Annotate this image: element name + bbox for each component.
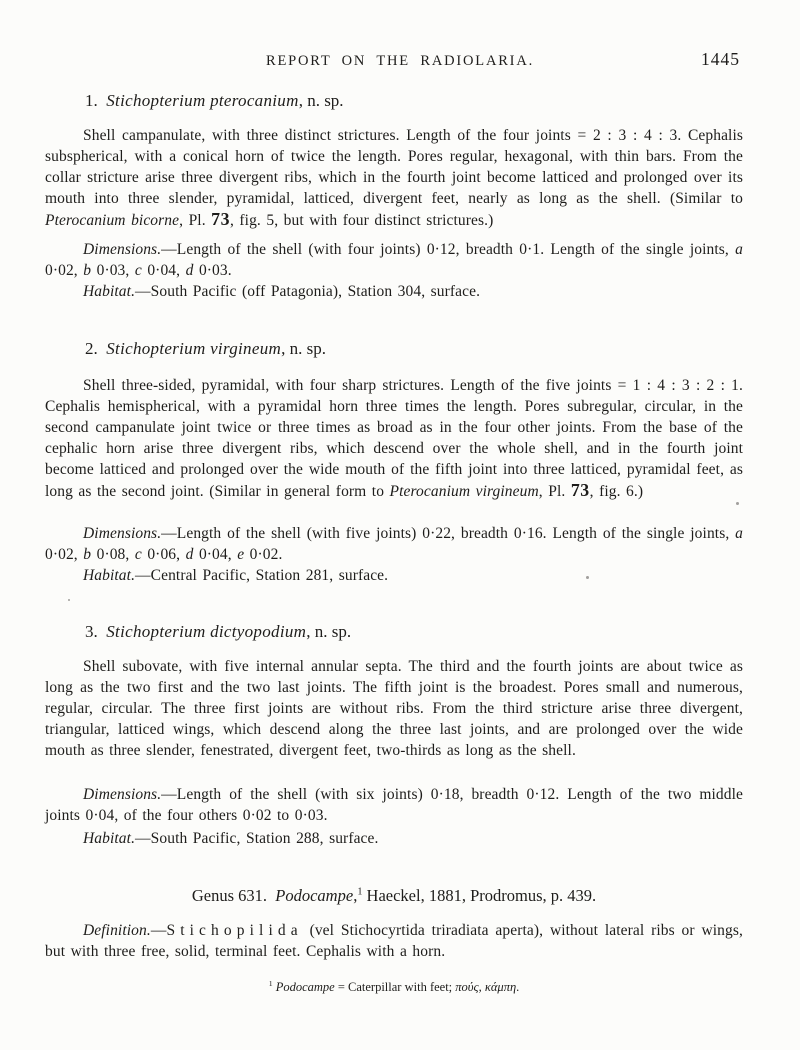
text-segment: , n. sp. bbox=[281, 339, 326, 358]
text-segment: 1. bbox=[85, 91, 107, 110]
text-segment: Habitat. bbox=[83, 830, 136, 847]
text-segment: —Central Pacific, Station 281, surface. bbox=[135, 567, 389, 584]
text-segment: 0·06, bbox=[141, 546, 186, 563]
species-3-dimensions bbox=[45, 784, 743, 826]
text-segment: Dimensions. bbox=[83, 241, 162, 258]
text-segment: a bbox=[735, 525, 743, 542]
text-segment: Habitat. bbox=[83, 567, 136, 584]
text-segment: —Length of the shell (with four joints) 0·12, breadth 0·1. Length of the single joints, bbox=[161, 241, 736, 258]
text-segment: —Length of the shell (with five joints) 0·22, breadth 0·16. Length of the single joints, bbox=[161, 525, 736, 542]
species-2-heading bbox=[45, 338, 783, 360]
text-segment: , Pl. bbox=[538, 483, 571, 500]
text-segment: c bbox=[134, 546, 142, 563]
text-segment: Stichopterium pterocanium bbox=[106, 91, 299, 110]
text-segment: Shell campanulate, with three distinct strictures. Length of the four joints = 2 : 3 : 4 : 3. Cephalis subspherical, with a conical horn of twice the length. Pores regular, hexagonal, with thin bars. From the collar stricture arise three divergent ribs, which in the fourth joint become latticed and prolonged over its mouth into three slender, pyramidal, latticed, divergent feet, nearly as long as the shell. (Similar to bbox=[45, 127, 743, 207]
text-segment: Shell three-sided, pyramidal, with four sharp strictures. Length of the five joints = 1 : 4 : 3 : 2 : 1. Cephalis hemispherical, with a pyramidal horn three times the length. Pores subregular, circular, in the second campanulate joint twice or three times as broad as in the four other joints. From the base of the cephalic horn arise three divergent ribs, which descend over the whole shell, and in the fourth joint become latticed and prolonged over the wide mouth of the fifth joint into three latticed, pyramidal feet, as long as the second joint. (Similar in general form to bbox=[45, 377, 743, 500]
text-segment: , Pl. bbox=[179, 212, 212, 229]
text-segment: (vel Stichocyrtida triradiata aperta), without lateral ribs or wings, but with three free, solid, terminal feet. Cephalis with a horn. bbox=[45, 922, 743, 960]
text-segment: Genus 631. bbox=[191, 886, 276, 905]
species-1-habitat bbox=[45, 281, 743, 302]
species-3-habitat bbox=[45, 828, 743, 849]
species-1-heading bbox=[45, 90, 783, 112]
text-segment: e bbox=[237, 546, 245, 563]
text-segment: Dimensions. bbox=[83, 525, 162, 542]
text-segment: Habitat. bbox=[83, 283, 136, 300]
text-segment: , fig. 5, but with four distinct strictures.) bbox=[229, 212, 494, 229]
species-3-heading bbox=[45, 621, 783, 643]
text-segment: Stichopterium virgineum bbox=[106, 339, 282, 358]
text-segment: Stichopterium dictyopodium bbox=[106, 622, 307, 641]
text-segment: 3. bbox=[85, 622, 107, 641]
text-segment: = Caterpillar with feet; bbox=[334, 980, 456, 994]
text-segment: 73 bbox=[570, 480, 590, 500]
species-3-description bbox=[45, 656, 743, 761]
text-segment: , bbox=[353, 886, 358, 905]
genus-definition bbox=[45, 920, 743, 962]
text-segment: 0·04, bbox=[141, 262, 186, 279]
text-segment: a bbox=[735, 241, 743, 258]
text-segment: 0·02. bbox=[244, 546, 283, 563]
text-segment: Podocampe bbox=[275, 886, 354, 905]
text-segment: c bbox=[134, 262, 142, 279]
text-segment: Podocampe bbox=[272, 980, 335, 994]
text-segment: 0·02, bbox=[45, 262, 84, 279]
text-segment: d bbox=[185, 546, 194, 563]
text-segment: —South Pacific (off Patagonia), Station 304, surface. bbox=[135, 283, 481, 300]
text-segment: Dimensions. bbox=[83, 786, 162, 803]
text-segment: 1 bbox=[357, 886, 363, 898]
text-segment: 0·04, bbox=[193, 546, 238, 563]
species-1-description bbox=[45, 125, 743, 231]
text-segment: b bbox=[83, 546, 92, 563]
text-segment: , fig. 6.) bbox=[589, 483, 644, 500]
text-segment: , n. sp. bbox=[298, 91, 344, 110]
text-segment: Shell subovate, with five internal annular septa. The third and the fourth joints are about twice as long as the two first and the two last joints. The fifth joint is the broadest. Pores small and numerous, regular, circular. The three first joints are without ribs. From the third stricture arise three divergent, triangular, latticed wings, which descend along the three last joints, and are prolonged over the wide mouth as three slender, fenestrated, divergent feet, two-thirds as long as the shell. bbox=[45, 658, 743, 759]
text-segment: d bbox=[185, 262, 194, 279]
species-2-dimensions bbox=[45, 523, 743, 565]
text-segment: b bbox=[83, 262, 92, 279]
text-segment: 0·03, bbox=[91, 262, 135, 279]
species-2-description bbox=[45, 375, 743, 502]
text-segment: , n. sp. bbox=[306, 622, 352, 641]
scan-speck bbox=[68, 599, 70, 601]
text-segment: — bbox=[150, 922, 167, 939]
text-segment: Pterocanium bicorne bbox=[45, 212, 180, 229]
page-title: REPORT ON THE RADIOLARIA. bbox=[265, 53, 535, 69]
scan-speck bbox=[736, 502, 739, 505]
text-segment: 0·08, bbox=[91, 546, 135, 563]
text-segment: 73 bbox=[211, 209, 230, 229]
footnote bbox=[45, 979, 743, 995]
text-segment: —Length of the shell (with six joints) 0·18, breadth 0·12. Length of the two middle joints 0·04, of the four others 0·02 to 0·03. bbox=[45, 786, 743, 824]
species-1-dimensions bbox=[45, 239, 743, 281]
scan-speck bbox=[586, 576, 589, 579]
genus-heading bbox=[45, 885, 743, 907]
species-2-habitat bbox=[45, 565, 743, 586]
text-segment: Stichopilida bbox=[166, 922, 303, 939]
text-segment: Haeckel, 1881, Prodromus, p. 439. bbox=[362, 886, 597, 905]
text-segment: 1 bbox=[268, 978, 273, 988]
text-segment: —South Pacific, Station 288, surface. bbox=[135, 830, 379, 847]
text-segment: Pterocanium virgineum bbox=[389, 483, 539, 500]
text-segment: 2. bbox=[85, 339, 107, 358]
running-header bbox=[0, 49, 800, 70]
text-segment: Definition. bbox=[83, 922, 151, 939]
text-segment: πούς, κάμπη bbox=[455, 980, 517, 994]
text-segment: . bbox=[516, 980, 520, 994]
text-segment: 0·02, bbox=[45, 546, 84, 563]
page-number: 1445 bbox=[701, 49, 740, 69]
text-segment: 0·03. bbox=[193, 262, 232, 279]
